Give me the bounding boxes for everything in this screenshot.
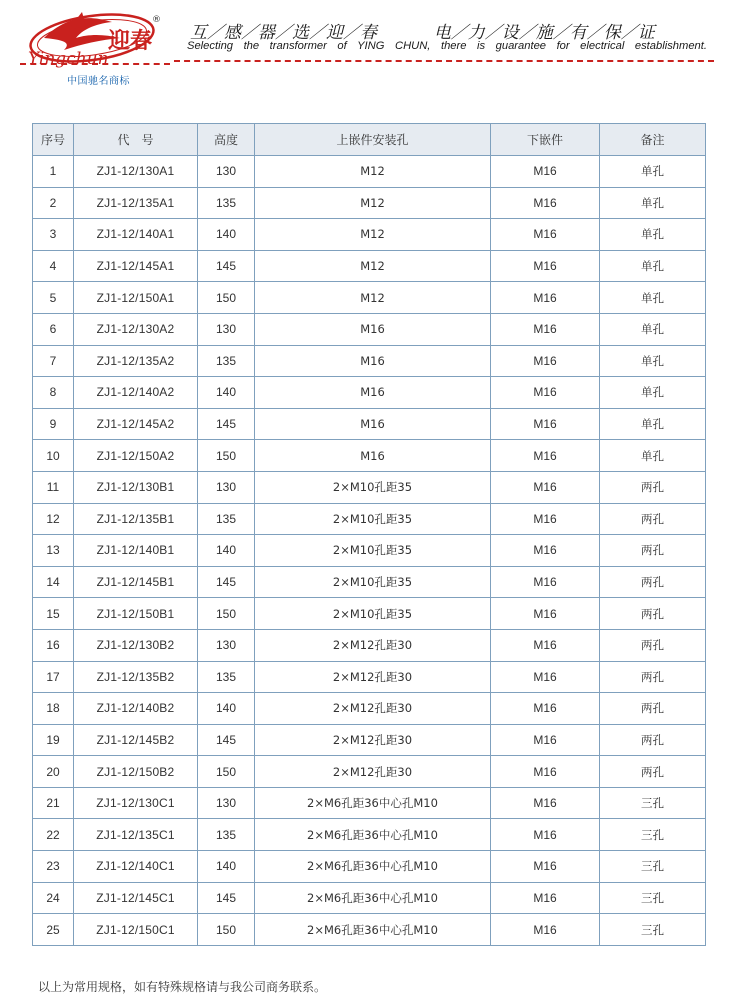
cell-lower-insert: M16	[491, 345, 600, 377]
cell-height: 130	[198, 313, 255, 345]
cell-upper-insert: M12	[255, 156, 491, 188]
cell-remark: 单孔	[600, 408, 706, 440]
cell-index: 10	[33, 440, 74, 472]
cell-code: ZJ1-12/150C1	[74, 914, 198, 946]
cell-index: 8	[33, 377, 74, 409]
cell-height: 145	[198, 724, 255, 756]
cell-code: ZJ1-12/150B2	[74, 756, 198, 788]
cell-code: ZJ1-12/135B1	[74, 503, 198, 535]
cell-remark: 单孔	[600, 282, 706, 314]
cell-code: ZJ1-12/140A2	[74, 377, 198, 409]
table-row	[33, 851, 706, 883]
table-row	[33, 819, 706, 851]
cell-remark: 三孔	[600, 882, 706, 914]
table-row	[33, 250, 706, 282]
header-divider-left	[20, 63, 170, 65]
cell-upper-insert: M16	[255, 440, 491, 472]
brand-caption: 中国驰名商标	[67, 76, 130, 87]
cell-height: 140	[198, 535, 255, 567]
cell-upper-insert: 2×M10孔距35	[255, 535, 491, 567]
cell-lower-insert: M16	[491, 693, 600, 725]
cell-height: 135	[198, 345, 255, 377]
cell-upper-insert: M16	[255, 313, 491, 345]
cell-index: 2	[33, 187, 74, 219]
col-header-height: 高度	[198, 124, 255, 156]
cell-remark: 两孔	[600, 598, 706, 630]
cell-upper-insert: M12	[255, 187, 491, 219]
table-row	[33, 535, 706, 567]
cell-upper-insert: M12	[255, 282, 491, 314]
spec-table	[32, 123, 706, 946]
cell-index: 18	[33, 693, 74, 725]
cell-lower-insert: M16	[491, 598, 600, 630]
cell-code: ZJ1-12/145B1	[74, 566, 198, 598]
cell-height: 140	[198, 377, 255, 409]
cell-remark: 两孔	[600, 471, 706, 503]
cell-upper-insert: 2×M10孔距35	[255, 471, 491, 503]
logo-script: Yingchun	[28, 49, 109, 69]
cell-index: 12	[33, 503, 74, 535]
cell-upper-insert: 2×M12孔距30	[255, 629, 491, 661]
cell-lower-insert: M16	[491, 503, 600, 535]
cell-lower-insert: M16	[491, 629, 600, 661]
cell-height: 135	[198, 819, 255, 851]
cell-code: ZJ1-12/150B1	[74, 598, 198, 630]
cell-remark: 两孔	[600, 566, 706, 598]
table-body	[33, 156, 706, 946]
table-row	[33, 313, 706, 345]
cell-upper-insert: 2×M12孔距30	[255, 661, 491, 693]
cell-code: ZJ1-12/135A2	[74, 345, 198, 377]
yingchun-logo	[24, 8, 174, 70]
col-header-code: 代 号	[74, 124, 198, 156]
table-row	[33, 440, 706, 472]
registered-mark: ®	[152, 15, 161, 25]
cell-upper-insert: M12	[255, 219, 491, 251]
cell-index: 3	[33, 219, 74, 251]
cell-code: ZJ1-12/130C1	[74, 787, 198, 819]
cell-upper-insert: 2×M12孔距30	[255, 724, 491, 756]
cell-index: 22	[33, 819, 74, 851]
cell-lower-insert: M16	[491, 882, 600, 914]
cell-lower-insert: M16	[491, 250, 600, 282]
cell-remark: 三孔	[600, 787, 706, 819]
cell-code: ZJ1-12/130A2	[74, 313, 198, 345]
cell-height: 150	[198, 598, 255, 630]
cell-upper-insert: 2×M12孔距30	[255, 756, 491, 788]
cell-index: 24	[33, 882, 74, 914]
table-row	[33, 598, 706, 630]
cell-height: 145	[198, 566, 255, 598]
cell-upper-insert: 2×M6孔距36中心孔M10	[255, 914, 491, 946]
table-row	[33, 187, 706, 219]
col-header-index: 序号	[33, 124, 74, 156]
table-row	[33, 724, 706, 756]
cell-lower-insert: M16	[491, 661, 600, 693]
table-row	[33, 787, 706, 819]
logo-cn-name: 迎春	[108, 29, 153, 54]
cell-code: ZJ1-12/145A1	[74, 250, 198, 282]
cell-remark: 三孔	[600, 851, 706, 883]
cell-height: 130	[198, 471, 255, 503]
cell-remark: 两孔	[600, 661, 706, 693]
cell-height: 140	[198, 219, 255, 251]
cell-index: 9	[33, 408, 74, 440]
cell-height: 150	[198, 914, 255, 946]
cell-code: ZJ1-12/130B2	[74, 629, 198, 661]
cell-height: 145	[198, 408, 255, 440]
cell-code: ZJ1-12/135A1	[74, 187, 198, 219]
cell-height: 135	[198, 187, 255, 219]
table-row	[33, 503, 706, 535]
cell-lower-insert: M16	[491, 471, 600, 503]
cell-index: 19	[33, 724, 74, 756]
cell-lower-insert: M16	[491, 156, 600, 188]
cell-index: 20	[33, 756, 74, 788]
cell-lower-insert: M16	[491, 914, 600, 946]
cell-index: 7	[33, 345, 74, 377]
cell-lower-insert: M16	[491, 440, 600, 472]
cell-remark: 两孔	[600, 535, 706, 567]
cell-remark: 单孔	[600, 345, 706, 377]
cell-code: ZJ1-12/145B2	[74, 724, 198, 756]
table-row	[33, 408, 706, 440]
table-row	[33, 882, 706, 914]
cell-remark: 单孔	[600, 156, 706, 188]
cell-upper-insert: M16	[255, 345, 491, 377]
cell-code: ZJ1-12/130B1	[74, 471, 198, 503]
cell-code: ZJ1-12/140B2	[74, 693, 198, 725]
cell-lower-insert: M16	[491, 566, 600, 598]
footnote: 以上为常用规格，如有特殊规格请与我公司商务联系。	[38, 980, 327, 994]
cell-remark: 三孔	[600, 914, 706, 946]
cell-lower-insert: M16	[491, 724, 600, 756]
table-row	[33, 661, 706, 693]
slogan-cn-right: 电／力／设／施／有／保／证	[433, 23, 655, 43]
cell-code: ZJ1-12/135C1	[74, 819, 198, 851]
cell-code: ZJ1-12/150A2	[74, 440, 198, 472]
table-row	[33, 756, 706, 788]
cell-remark: 单孔	[600, 250, 706, 282]
header-divider	[174, 60, 714, 62]
cell-code: ZJ1-12/140B1	[74, 535, 198, 567]
cell-height: 130	[198, 629, 255, 661]
cell-remark: 两孔	[600, 693, 706, 725]
cell-upper-insert: 2×M12孔距30	[255, 693, 491, 725]
cell-index: 23	[33, 851, 74, 883]
cell-height: 135	[198, 661, 255, 693]
cell-index: 14	[33, 566, 74, 598]
cell-lower-insert: M16	[491, 313, 600, 345]
cell-remark: 两孔	[600, 629, 706, 661]
cell-index: 25	[33, 914, 74, 946]
table-row	[33, 914, 706, 946]
cell-upper-insert: 2×M6孔距36中心孔M10	[255, 787, 491, 819]
cell-height: 130	[198, 156, 255, 188]
page-header	[0, 0, 740, 100]
table-row	[33, 377, 706, 409]
cell-upper-insert: 2×M10孔距35	[255, 566, 491, 598]
cell-lower-insert: M16	[491, 756, 600, 788]
table-row	[33, 156, 706, 188]
cell-index: 1	[33, 156, 74, 188]
cell-index: 13	[33, 535, 74, 567]
cell-lower-insert: M16	[491, 787, 600, 819]
cell-index: 15	[33, 598, 74, 630]
cell-lower-insert: M16	[491, 819, 600, 851]
cell-height: 145	[198, 882, 255, 914]
cell-code: ZJ1-12/130A1	[74, 156, 198, 188]
cell-lower-insert: M16	[491, 187, 600, 219]
cell-remark: 两孔	[600, 724, 706, 756]
cell-lower-insert: M16	[491, 377, 600, 409]
cell-index: 5	[33, 282, 74, 314]
table-row	[33, 693, 706, 725]
cell-index: 4	[33, 250, 74, 282]
cell-upper-insert: 2×M6孔距36中心孔M10	[255, 882, 491, 914]
cell-code: ZJ1-12/150A1	[74, 282, 198, 314]
table-row	[33, 282, 706, 314]
cell-upper-insert: 2×M10孔距35	[255, 598, 491, 630]
table-row	[33, 219, 706, 251]
table-row	[33, 471, 706, 503]
cell-code: ZJ1-12/145A2	[74, 408, 198, 440]
table-header-row	[33, 124, 706, 156]
cell-upper-insert: 2×M10孔距35	[255, 503, 491, 535]
cell-code: ZJ1-12/140C1	[74, 851, 198, 883]
cell-lower-insert: M16	[491, 535, 600, 567]
table-row	[33, 345, 706, 377]
cell-lower-insert: M16	[491, 851, 600, 883]
table-row	[33, 629, 706, 661]
cell-remark: 单孔	[600, 313, 706, 345]
cell-lower-insert: M16	[491, 282, 600, 314]
cell-lower-insert: M16	[491, 219, 600, 251]
cell-remark: 三孔	[600, 819, 706, 851]
cell-height: 135	[198, 503, 255, 535]
cell-upper-insert: M12	[255, 250, 491, 282]
cell-remark: 单孔	[600, 440, 706, 472]
cell-index: 11	[33, 471, 74, 503]
cell-height: 150	[198, 440, 255, 472]
cell-remark: 单孔	[600, 187, 706, 219]
cell-index: 6	[33, 313, 74, 345]
cell-height: 140	[198, 851, 255, 883]
col-header-lower-insert: 下嵌件	[491, 124, 600, 156]
table-row	[33, 566, 706, 598]
slogan-en: Selecting the transformer of YING CHUN, there is guarantee for electrical establishment.	[187, 40, 707, 52]
cell-height: 140	[198, 693, 255, 725]
cell-upper-insert: 2×M6孔距36中心孔M10	[255, 819, 491, 851]
cell-upper-insert: M16	[255, 377, 491, 409]
cell-upper-insert: 2×M6孔距36中心孔M10	[255, 851, 491, 883]
cell-code: ZJ1-12/145C1	[74, 882, 198, 914]
cell-index: 17	[33, 661, 74, 693]
cell-code: ZJ1-12/140A1	[74, 219, 198, 251]
cell-remark: 单孔	[600, 219, 706, 251]
cell-index: 16	[33, 629, 74, 661]
col-header-remark: 备注	[600, 124, 706, 156]
slogan-cn-left: 互／感／器／选／迎／春	[190, 23, 377, 43]
cell-code: ZJ1-12/135B2	[74, 661, 198, 693]
cell-remark: 单孔	[600, 377, 706, 409]
cell-height: 150	[198, 756, 255, 788]
cell-upper-insert: M16	[255, 408, 491, 440]
cell-height: 145	[198, 250, 255, 282]
cell-remark: 两孔	[600, 756, 706, 788]
cell-lower-insert: M16	[491, 408, 600, 440]
cell-remark: 两孔	[600, 503, 706, 535]
cell-height: 150	[198, 282, 255, 314]
cell-index: 21	[33, 787, 74, 819]
cell-height: 130	[198, 787, 255, 819]
col-header-upper-insert: 上嵌件安装孔	[255, 124, 491, 156]
